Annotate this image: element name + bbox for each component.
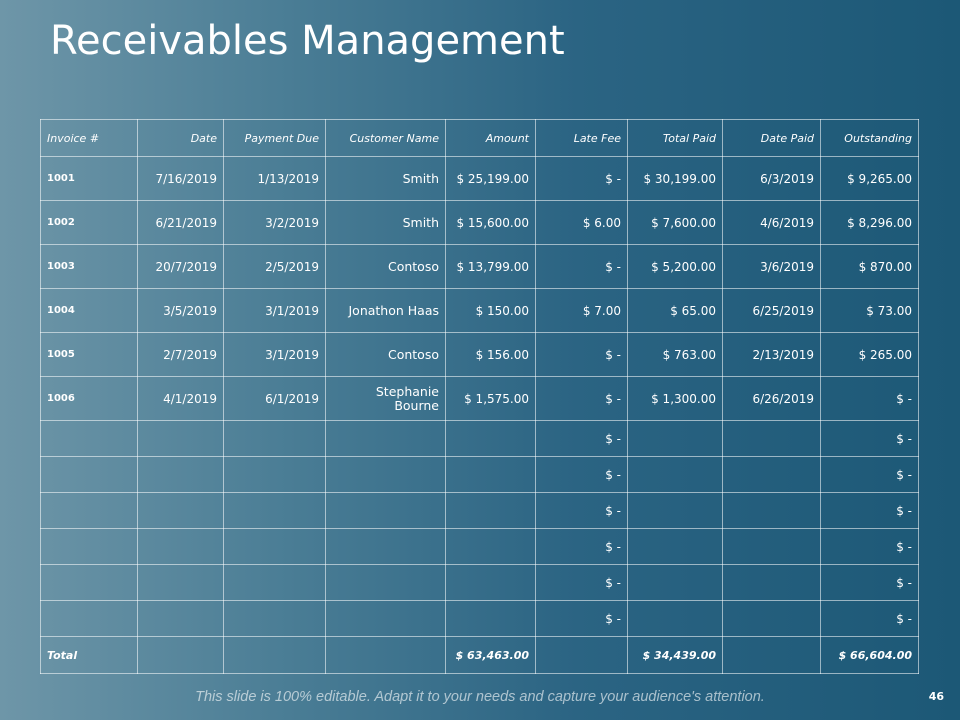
cell-empty	[326, 601, 446, 637]
cell-outstanding: $ 73.00	[821, 289, 919, 333]
cell-empty	[224, 421, 326, 457]
header-late-fee: Late Fee	[536, 120, 628, 157]
cell-empty	[138, 565, 224, 601]
header-date: Date	[138, 120, 224, 157]
cell-empty	[326, 637, 446, 674]
cell-late-fee: $ 7.00	[536, 289, 628, 333]
cell-date-paid: 6/25/2019	[723, 289, 821, 333]
cell-empty	[628, 529, 723, 565]
cell-empty	[138, 421, 224, 457]
cell-empty	[41, 421, 138, 457]
cell-empty	[723, 637, 821, 674]
cell-empty	[326, 529, 446, 565]
cell-outstanding: $ -	[821, 457, 919, 493]
cell-empty	[628, 565, 723, 601]
cell-empty	[446, 421, 536, 457]
cell-date-paid: 6/26/2019	[723, 377, 821, 421]
cell-empty	[723, 493, 821, 529]
cell-empty	[628, 601, 723, 637]
cell-total-paid: $ 5,200.00	[628, 245, 723, 289]
cell-empty	[446, 529, 536, 565]
cell-empty	[723, 457, 821, 493]
cell-amount: $ 25,199.00	[446, 157, 536, 201]
cell-customer: Jonathon Haas	[326, 289, 446, 333]
cell-invoice: 1006	[41, 377, 138, 421]
total-row	[41, 637, 919, 674]
cell-date: 3/5/2019	[138, 289, 224, 333]
cell-late-fee: $ -	[536, 245, 628, 289]
table-row	[41, 245, 919, 289]
cell-customer: Contoso	[326, 333, 446, 377]
cell-empty	[224, 529, 326, 565]
cell-date-paid: 2/13/2019	[723, 333, 821, 377]
cell-empty	[138, 637, 224, 674]
cell-date-paid: 6/3/2019	[723, 157, 821, 201]
cell-invoice: 1001	[41, 157, 138, 201]
cell-empty	[723, 529, 821, 565]
empty-row	[41, 421, 919, 457]
cell-late-fee: $ 6.00	[536, 201, 628, 245]
cell-outstanding: $ -	[821, 565, 919, 601]
cell-late-fee: $ -	[536, 565, 628, 601]
cell-amount: $ 15,600.00	[446, 201, 536, 245]
cell-date: 4/1/2019	[138, 377, 224, 421]
cell-date: 2/7/2019	[138, 333, 224, 377]
cell-empty	[446, 565, 536, 601]
cell-empty	[723, 601, 821, 637]
cell-payment-due: 1/13/2019	[224, 157, 326, 201]
cell-outstanding: $ -	[821, 529, 919, 565]
cell-late-fee: $ -	[536, 421, 628, 457]
cell-payment-due: 3/2/2019	[224, 201, 326, 245]
cell-date-paid: 4/6/2019	[723, 201, 821, 245]
receivables-table	[40, 119, 919, 674]
cell-late-fee: $ -	[536, 493, 628, 529]
total-outstanding: $ 66,604.00	[821, 637, 919, 674]
slide-title: Receivables Management	[50, 18, 565, 64]
table-row	[41, 377, 919, 421]
cell-empty	[628, 421, 723, 457]
header-outstanding: Outstanding	[821, 120, 919, 157]
cell-total-paid: $ 7,600.00	[628, 201, 723, 245]
cell-customer: Contoso	[326, 245, 446, 289]
cell-empty	[138, 493, 224, 529]
cell-empty	[224, 565, 326, 601]
header-payment-due: Payment Due	[224, 120, 326, 157]
total-paid: $ 34,439.00	[628, 637, 723, 674]
cell-empty	[326, 421, 446, 457]
table-row	[41, 201, 919, 245]
cell-date-paid: 3/6/2019	[723, 245, 821, 289]
cell-outstanding: $ -	[821, 377, 919, 421]
page-number: 46	[928, 690, 944, 703]
total-label: Total	[41, 637, 138, 674]
cell-empty	[723, 565, 821, 601]
cell-outstanding: $ -	[821, 421, 919, 457]
cell-empty	[41, 601, 138, 637]
empty-row	[41, 529, 919, 565]
cell-date: 6/21/2019	[138, 201, 224, 245]
empty-row	[41, 565, 919, 601]
cell-amount: $ 1,575.00	[446, 377, 536, 421]
header-invoice: Invoice #	[41, 120, 138, 157]
cell-empty	[628, 457, 723, 493]
total-amount: $ 63,463.00	[446, 637, 536, 674]
cell-late-fee: $ -	[536, 377, 628, 421]
cell-payment-due: 2/5/2019	[224, 245, 326, 289]
cell-empty	[723, 421, 821, 457]
cell-invoice: 1003	[41, 245, 138, 289]
cell-customer: Smith	[326, 157, 446, 201]
cell-empty	[41, 529, 138, 565]
cell-empty	[326, 493, 446, 529]
cell-payment-due: 6/1/2019	[224, 377, 326, 421]
cell-invoice: 1004	[41, 289, 138, 333]
cell-invoice: 1002	[41, 201, 138, 245]
cell-late-fee: $ -	[536, 333, 628, 377]
cell-total-paid: $ 763.00	[628, 333, 723, 377]
cell-empty	[138, 457, 224, 493]
cell-payment-due: 3/1/2019	[224, 333, 326, 377]
cell-empty	[628, 493, 723, 529]
cell-empty	[41, 565, 138, 601]
cell-late-fee: $ -	[536, 157, 628, 201]
header-total-paid: Total Paid	[628, 120, 723, 157]
cell-empty	[224, 637, 326, 674]
table-header-row	[41, 120, 919, 157]
cell-customer: Stephanie Bourne	[326, 377, 446, 421]
cell-empty	[326, 565, 446, 601]
table-row	[41, 289, 919, 333]
cell-empty	[224, 493, 326, 529]
cell-amount: $ 156.00	[446, 333, 536, 377]
cell-date: 20/7/2019	[138, 245, 224, 289]
cell-empty	[138, 529, 224, 565]
cell-empty	[41, 493, 138, 529]
cell-outstanding: $ 265.00	[821, 333, 919, 377]
header-amount: Amount	[446, 120, 536, 157]
cell-empty	[224, 601, 326, 637]
cell-total-paid: $ 30,199.00	[628, 157, 723, 201]
cell-amount: $ 150.00	[446, 289, 536, 333]
cell-outstanding: $ 9,265.00	[821, 157, 919, 201]
header-date-paid: Date Paid	[723, 120, 821, 157]
cell-payment-due: 3/1/2019	[224, 289, 326, 333]
cell-empty	[41, 457, 138, 493]
cell-late-fee: $ -	[536, 457, 628, 493]
footer-note: This slide is 100% editable. Adapt it to your needs and capture your audience's attention.	[195, 689, 765, 705]
cell-late-fee: $ -	[536, 601, 628, 637]
cell-date: 7/16/2019	[138, 157, 224, 201]
cell-outstanding: $ -	[821, 493, 919, 529]
cell-empty	[224, 457, 326, 493]
cell-empty	[446, 493, 536, 529]
table-row	[41, 333, 919, 377]
header-customer-name: Customer Name	[326, 120, 446, 157]
empty-row	[41, 601, 919, 637]
cell-amount: $ 13,799.00	[446, 245, 536, 289]
cell-total-paid: $ 1,300.00	[628, 377, 723, 421]
cell-customer: Smith	[326, 201, 446, 245]
cell-empty	[536, 637, 628, 674]
cell-empty	[326, 457, 446, 493]
cell-invoice: 1005	[41, 333, 138, 377]
cell-outstanding: $ 8,296.00	[821, 201, 919, 245]
cell-outstanding: $ 870.00	[821, 245, 919, 289]
cell-outstanding: $ -	[821, 601, 919, 637]
cell-empty	[446, 457, 536, 493]
cell-late-fee: $ -	[536, 529, 628, 565]
cell-empty	[446, 601, 536, 637]
table-row	[41, 157, 919, 201]
cell-empty	[138, 601, 224, 637]
empty-row	[41, 457, 919, 493]
cell-total-paid: $ 65.00	[628, 289, 723, 333]
empty-row	[41, 493, 919, 529]
